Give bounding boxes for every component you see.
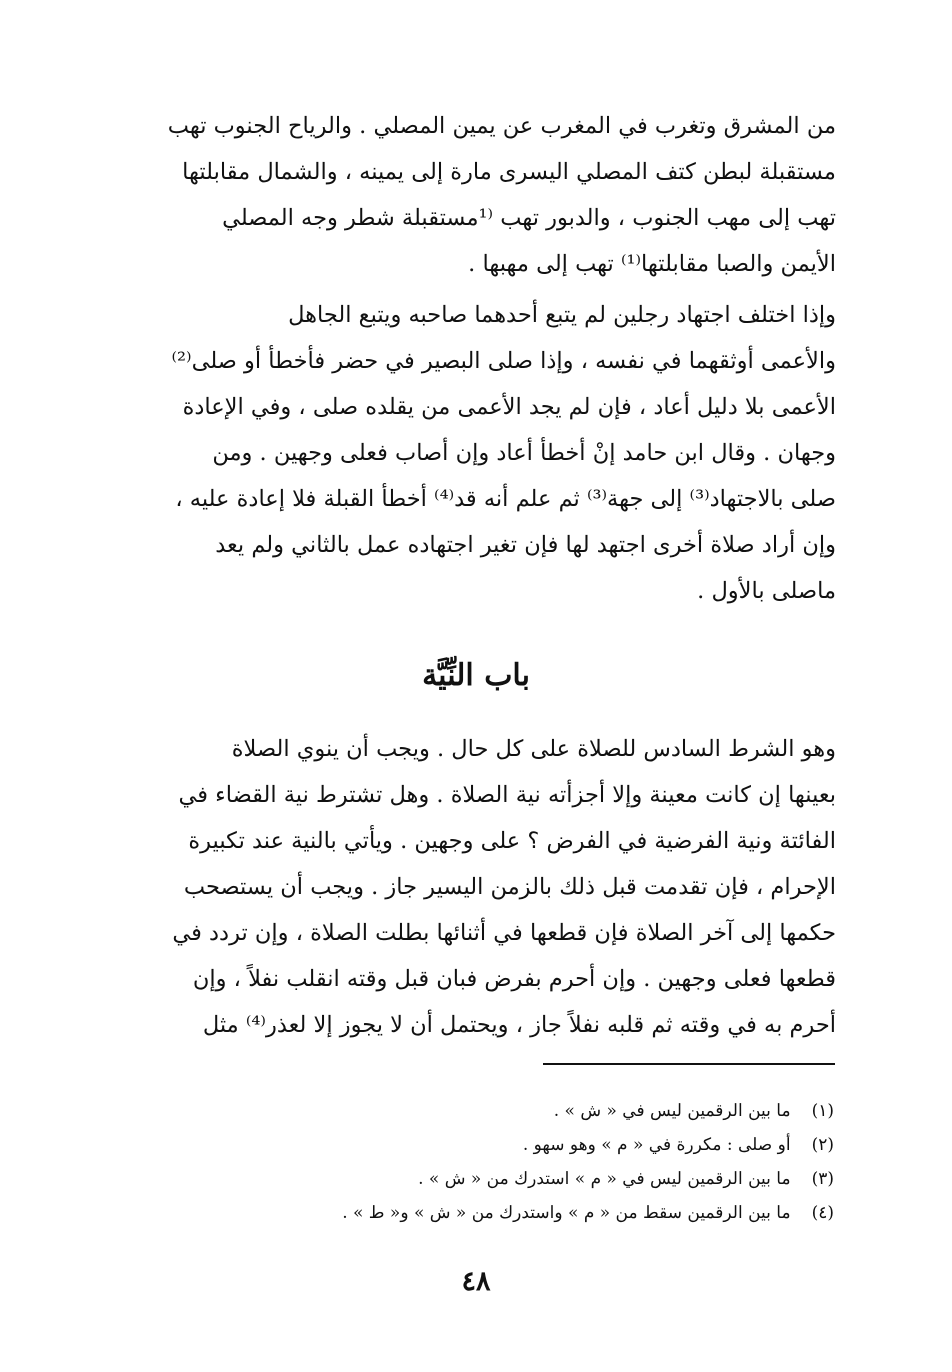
footnote-item [334,1162,834,1196]
chapter-heading: باب النِّيَّة [422,658,530,693]
text-line: أحرم به في وقته ثم قلبه نفلاً جاز ، ويحتمل أن لا يجوز إلا لعذر⁽⁴⁾ مثل [202,1012,836,1038]
footnote-text: ما بين الرقمين ليس في « ش » . [553,1101,791,1121]
text-line: صلى بالاجتهاد⁽³⁾ إلى جهة⁽³⁾ ثم علم أنه قد⁽⁴⁾ أخطأ القبلة فلا إعادة عليه ، [175,486,836,512]
footnote-item [334,1196,834,1230]
page-number: ٤٨ [461,1266,491,1297]
footnote-text: ما بين الرقمين سقط من « م » واستدرك من « ش » و« ط » . [342,1203,791,1223]
text-line: الفائتة ونية الفرضية في الفرض ؟ على وجهين . ويأتي بالنية عند تكبيرة [188,828,836,854]
text-line: وإن أراد صلاة أخرى اجتهد لها فإن تغير اجتهاده عمل بالثاني ولم يعد [215,532,836,558]
footnotes [334,1094,834,1230]
footnote-item [334,1128,834,1162]
paragraph-2 [118,292,836,614]
text-line: الإحرام ، فإن تقدمت قبل ذلك بالزمن اليسير جاز . ويجب أن يستصحب [183,874,836,900]
footnote-text: ما بين الرقمين ليس في « م » استدرك من « ش » . [418,1169,791,1189]
text-line: قطعها فعلى وجهين . وإن أحرم بفرض فبان قبل وقته انقلب نفلاً ، وإن [192,966,836,992]
footnote-text: أو صلى : مكررة في « م » وهو سهو . [522,1135,791,1155]
paragraph-1 [118,103,836,287]
text-line: والأعمى أوثقهما في نفسه ، وإذا صلى البصير في حضر فأخطأ أو صلى⁽²⁾ [171,348,836,374]
text-line: من المشرق وتغرب في المغرب عن يمين المصلي . والرياح الجنوب تهب [167,113,836,139]
footnote-number: (١) [811,1101,834,1121]
text-line: ماصلى بالأول . [697,578,836,604]
footnote-number: (٢) [811,1135,834,1155]
footnote-number: (٣) [811,1169,834,1189]
text-line: وهو الشرط السادس للصلاة على كل حال . ويجب أن ينوي الصلاة [231,736,836,762]
footnote-number: (٤) [811,1203,834,1223]
text-line: الأعمى بلا دليل أعاد ، فإن لم يجد الأعمى من يقلده صلى ، وفي الإعادة [182,394,836,420]
text-line: حكمها إلى آخر الصلاة فإن قطعها في أثنائها بطلت الصلاة ، وإن تردد في [172,920,836,946]
text-line: وإذا اختلف اجتهاد رجلين لم يتبع أحدهما صاحبه ويتبع الجاهل [288,302,836,328]
paragraph-3 [118,726,836,1048]
text-line: تهب إلى مهب الجنوب ، والدبور تهب ⁽¹مستقبلة شطر وجه المصلي [222,205,836,231]
text-line: بعينها إن كانت معينة وإلا أجزأته نية الصلاة . وهل تشترط نية القضاء في [178,782,836,808]
text-line: الأيمن والصبا مقابلتها⁽¹⁾ تهب إلى مهبها . [468,251,836,277]
footnote-divider [543,1063,835,1065]
footnote-item [334,1094,834,1128]
text-line: مستقبلة لبطن كتف المصلي اليسرى مارة إلى يمينه ، والشمال مقابلتها [182,159,836,185]
text-line: وجهان . وقال ابن حامد إنْ أخطأ أعاد وإن أصاب فعلى وجهين . ومن [212,440,836,466]
